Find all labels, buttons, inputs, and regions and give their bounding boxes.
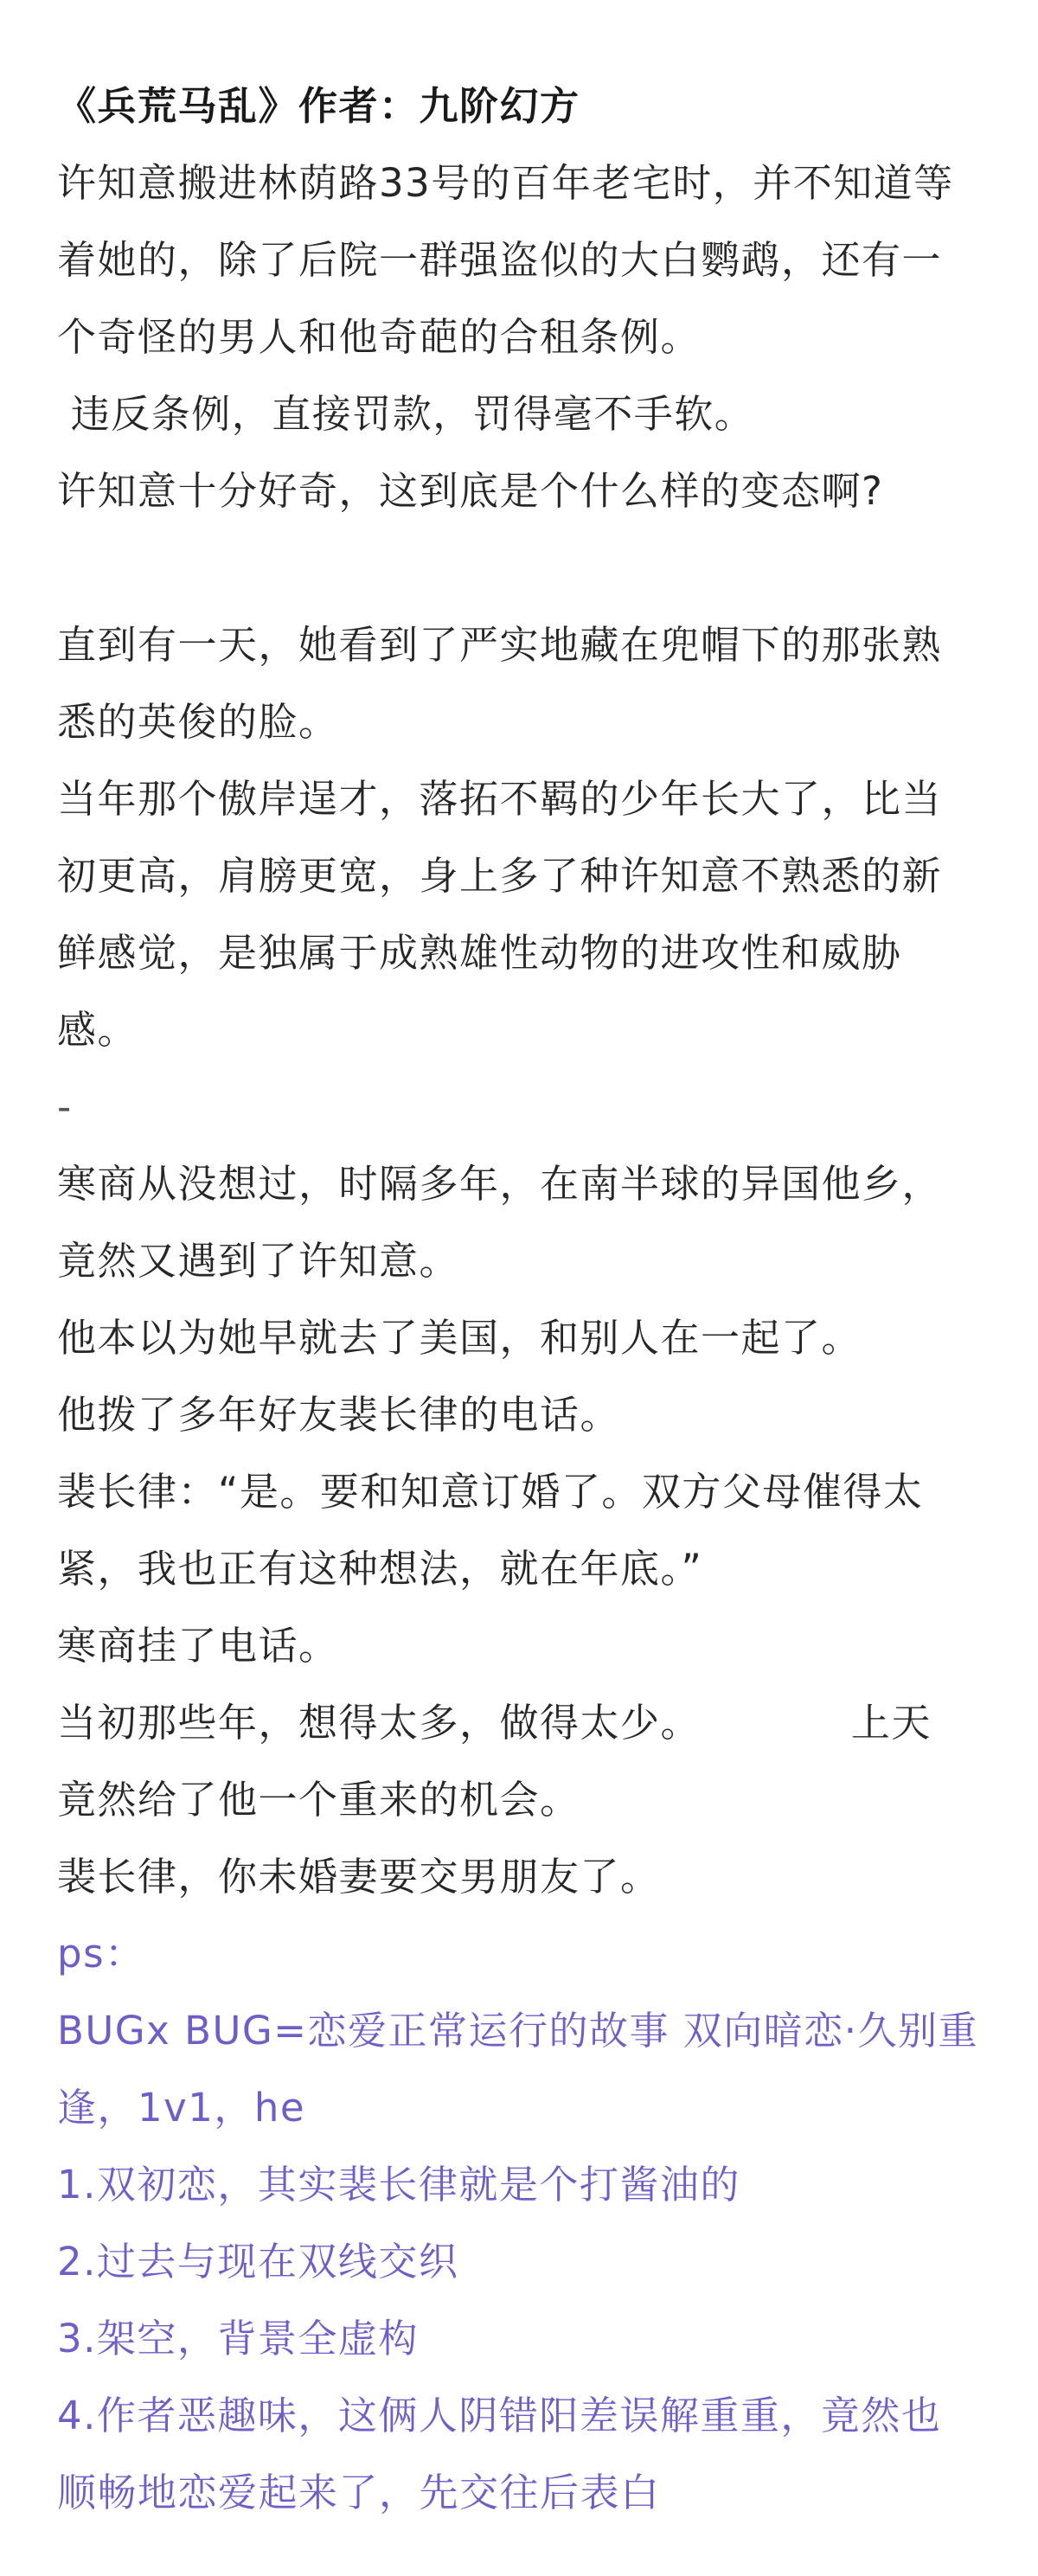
paragraph-line: 竟然给了他一个重来的机会。 — [57, 1777, 580, 1823]
paragraph-line: 许知意十分好奇，这到底是个什么样的变态啊? — [57, 468, 884, 514]
section-divider: - — [57, 1084, 73, 1130]
paragraph-line: 感。 — [57, 1007, 138, 1053]
paragraph-line: 着她的，除了后院一群强盗似的大白鹦鹉，还有一 — [57, 237, 943, 283]
paragraph-line: 寒商挂了电话。 — [57, 1623, 339, 1669]
paragraph-line: 寒商从没想过，时隔多年，在南半球的异国他乡， — [57, 1161, 943, 1207]
paragraph-line: 悉的英俊的脸。 — [57, 699, 339, 745]
paragraph-line: 鲜感觉，是独属于成熟雄性动物的进攻性和威胁 — [57, 930, 902, 976]
ps-line: 2.过去与现在双线交织 — [57, 2239, 459, 2284]
paragraph-line: 裴长律，你未婚妻要交男朋友了。 — [57, 1854, 661, 1900]
paragraph-line: 他本以为她早就去了美国，和别人在一起了。 — [57, 1315, 862, 1361]
ps-line: 3.架空，背景全虚构 — [57, 2316, 419, 2361]
ps-line: 逢，1v1，he — [57, 2085, 306, 2131]
paragraph-line: 他拨了多年好友裴长律的电话。 — [57, 1392, 621, 1438]
paragraph-line: 当年那个傲岸逞才，落拓不羁的少年长大了，比当 — [57, 776, 943, 822]
ps-line: 顺畅地恋爱起来了，先交往后表白 — [57, 2470, 661, 2515]
paragraph-line: 个奇怪的男人和他奇葩的合租条例。 — [57, 314, 702, 360]
ps-line: 4.作者恶趣味，这俩人阴错阳差误解重重，竟然也 — [57, 2393, 942, 2438]
ps-label: ps： — [57, 1931, 145, 1977]
ps-line: 1.双初恋，其实裴长律就是个打酱油的 — [57, 2162, 740, 2208]
book-title: 《兵荒马乱》作者：九阶幻方 — [57, 83, 580, 129]
paragraph-line: 违反条例，直接罚款，罚得毫不手软。 — [57, 391, 755, 437]
article-body — [57, 67, 991, 2531]
paragraph-line: 竟然又遇到了许知意。 — [57, 1238, 460, 1284]
ps-line: BUGx BUG=恋爱正常运行的故事 双向暗恋·久别重 — [57, 2008, 979, 2054]
blank-line — [57, 529, 991, 606]
paragraph-line: 初更高，肩膀更宽，身上多了种许知意不熟悉的新 — [57, 853, 943, 899]
paragraph-line: 当初那些年，想得太多，做得太少。 上天 — [57, 1700, 932, 1746]
paragraph-line: 直到有一天，她看到了严实地藏在兜帽下的那张熟 — [57, 622, 943, 668]
paragraph-line: 裴长律：“是。要和知意订婚了。双方父母催得太 — [57, 1469, 924, 1515]
paragraph-line: 紧，我也正有这种想法，就在年底。” — [57, 1546, 703, 1592]
paragraph-line: 许知意搬进林荫路33号的百年老宅时，并不知道等 — [57, 160, 954, 206]
